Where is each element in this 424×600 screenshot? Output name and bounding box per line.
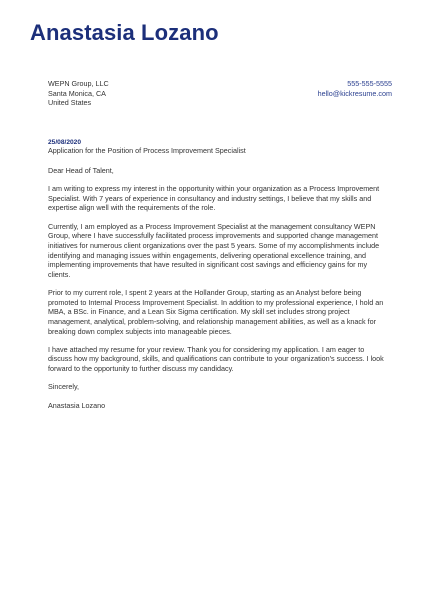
recipient-address bbox=[48, 79, 109, 108]
letter-body bbox=[48, 166, 388, 419]
letter-closing: Sincerely, bbox=[48, 382, 80, 392]
letter-paragraph: Currently, I am employed as a Process Improvement Specialist at the management consultancy WEPN Group, where I have successfully facilitated process improvements and supported change management initiatives for numerous client organizations over the past 5 years. Some of my accomplishments include identifying and managing issues within engagements, delivering operational excellence training, and implementing improvements that have resulted in significant cost savings and efficiency gains for my clients. bbox=[48, 221, 380, 279]
letter-paragraph: Prior to my current role, I spent 2 years at the Hollander Group, starting as an Analyst before being promoted to Internal Process Improvement Specialist. In addition to my professional experience, I hold an MBA, a BSc. in Finance, and a Lean Six Sigma certification. My skill set includes strong project management, analytical, problem-solving, and relationship management abilities, as well as a knack for breaking down complex subjects into manageable pieces. bbox=[48, 288, 384, 336]
letter-paragraph: I am writing to express my interest in the opportunity within your organization as a Process Improvement Specialist. With 7 years of experience in consultancy and industry settings, I believe that my skills and expertise align well with the requirements of the role. bbox=[48, 184, 380, 213]
letter-greeting: Dear Head of Talent, bbox=[48, 166, 114, 175]
applicant-name: Anastasia Lozano bbox=[30, 20, 219, 45]
recipient-country: United States bbox=[48, 98, 92, 108]
letter-signature: Anastasia Lozano bbox=[48, 400, 106, 410]
letter-date: 25/08/2020 bbox=[48, 139, 82, 146]
contact-info bbox=[318, 79, 392, 98]
letter-paragraph: I have attached my resume for your review. Thank you for considering my application. I am eager to discuss how my background, skills, and qualifications can contribute to your organization's success. I look forward to the opportunity to further discuss my candidacy. bbox=[48, 344, 384, 374]
letter-subject: Application for the Position of Process Improvement Specialist bbox=[48, 146, 246, 155]
recipient-company: WEPN Group, LLC bbox=[48, 79, 109, 88]
recipient-city: Santa Monica, CA bbox=[48, 88, 106, 98]
phone-link[interactable]: 555-555-5555 bbox=[347, 79, 392, 88]
email-link[interactable]: hello@kickresume.com bbox=[317, 88, 392, 98]
